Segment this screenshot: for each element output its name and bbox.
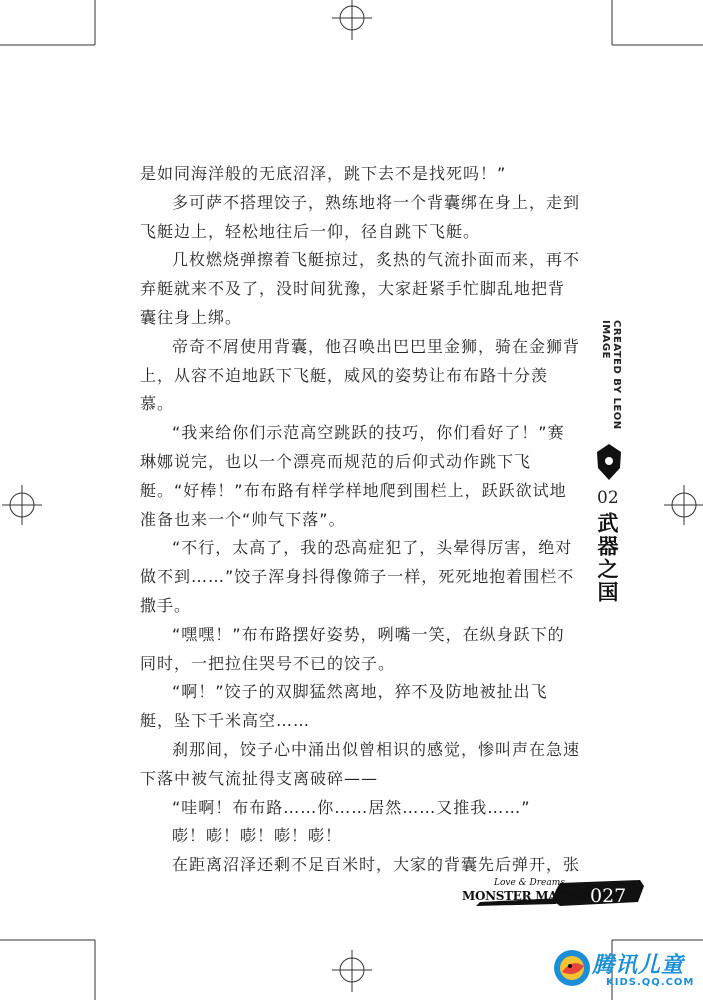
paragraph: “哇啊！布布路……你……居然……又推我……” <box>172 797 531 817</box>
paragraph: “啊！”饺子的双脚猛然离地，猝不及防地被扯出飞艇，坠下千米高空…… <box>140 682 548 731</box>
registration-mark-bottom <box>332 950 372 992</box>
series-credit: CREATED BY LEON IMAGE <box>600 320 622 430</box>
paragraph: 是如同海洋般的无底沼泽，跳下去不是找死吗！” <box>140 164 507 183</box>
watermark-url: KIDS.QQ.COM <box>606 977 695 988</box>
paragraph: 帝奇不屑使用背囊，他召唤出巴巴里金狮，骑在金狮背上，从容不迫地跃下飞艇，威风的姿势让布布路十分羡慕。 <box>140 336 581 414</box>
paragraph: 刹那间，饺子心中涌出似曾相识的感觉，惨叫声在急速下落中被气流扯得支离破碎—— <box>140 739 581 788</box>
paragraph: 多可萨不搭理饺子，熟练地将一个背囊绑在身上，走到飞艇边上，轻松地往后一仰，径自跳下飞艇。 <box>140 192 581 241</box>
watermark-name: 腾讯儿童 <box>592 953 685 978</box>
chapter-emblem <box>597 444 621 480</box>
paragraph: 嘭！嘭！嘭！嘭！嘭！ <box>172 826 343 846</box>
paragraph: 在距离沼泽还剩不足百米时，大家的背囊先后弹开，张 <box>172 855 581 875</box>
chapter-number: 02 <box>597 488 619 508</box>
paragraph: “我来给你们示范高空跳跃的技巧，你们看好了！”赛琳娜说完，也以一个漂亮而规范的后仰式动作跳下飞艇。“好棒！”布布路有样学样地爬到围栏上，跃跃欲试地准备也来一个“帅气下落”。 <box>140 423 567 529</box>
paragraph: 几枚燃烧弹擦着飞艇掠过，炙热的气流扑面而来，再不弃艇就来不及了，没时间犹豫，大家赶紧手忙脚乱地把背囊往身上绑。 <box>140 250 581 327</box>
page-number: 027 <box>590 885 627 907</box>
registration-mark-left <box>2 485 42 525</box>
watermark-logo-icon <box>554 950 590 986</box>
chapter-title: 武器之国 <box>595 512 620 604</box>
body-text <box>140 160 580 880</box>
brand-tagline: Love & Dreams <box>494 878 565 888</box>
paragraph: “嘿嘿！”布布路摆好姿势，咧嘴一笑，在纵身跃下的同时，一把拉住哭号不已的饺子。 <box>140 624 565 673</box>
brand-name: MONSTER MASTER <box>462 889 593 903</box>
paragraph: “不行，太高了，我的恐高症犯了，头晕得厉害，绝对做不到……”饺子浑身抖得像筛子一样，死死地抱着围栏不撒手。 <box>140 538 575 615</box>
registration-mark-top <box>332 0 372 40</box>
registration-mark-right <box>664 485 703 525</box>
